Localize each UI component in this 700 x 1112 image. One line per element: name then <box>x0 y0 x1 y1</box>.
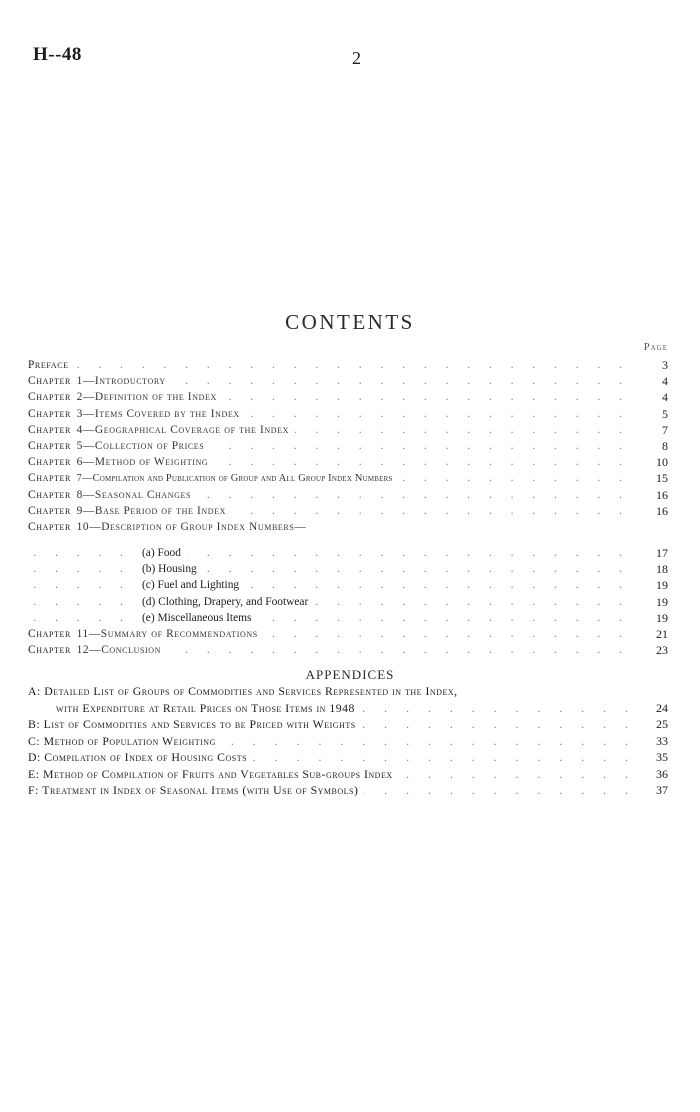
toc <box>28 342 670 658</box>
appendix-item: . . D: Compilation of Index of Housing Costs 35 <box>28 749 670 766</box>
toc-entry-label: Chapter <box>28 644 71 657</box>
appendix-page: 24 <box>650 700 668 717</box>
toc-entry-page: 23 <box>650 642 668 658</box>
appendix-item: . . E: Method of Compilation of Fruits and Vegetables Sub-groups Index 36 <box>28 766 670 783</box>
appendix-page: 37 <box>650 782 668 799</box>
toc-entry-page: 8 <box>656 438 668 454</box>
toc-entry-title: 10—Description of Group Index Numbers— <box>76 520 307 533</box>
page-id: H--48 <box>33 44 82 65</box>
toc-subentry-title: (b) Housing <box>142 563 203 575</box>
toc-entry <box>28 642 670 658</box>
toc-entry <box>28 373 670 389</box>
toc-entry-label: Chapter <box>28 423 71 436</box>
toc-entry-label: Chapter <box>28 504 71 517</box>
appendix-item: . . B: List of Commodities and Services to be Priced with Weights 25 <box>28 716 670 733</box>
toc-entry <box>28 422 670 438</box>
toc-entry-title: 4—Geographical Coverage of the Index <box>76 423 289 436</box>
toc-entry-label: Chapter <box>28 456 71 469</box>
toc-entry-title: 12—Conclusion <box>76 644 162 657</box>
appendix-title: Method of Compilation of Fruits and Vegetables Sub-groups Index <box>42 766 393 781</box>
toc-entry-title: 3—Items Covered by the Index <box>76 407 240 420</box>
toc-entry-title: 6—Method of Weighting <box>76 456 209 469</box>
appendices-list <box>28 683 670 799</box>
toc-entry <box>28 470 670 486</box>
appendix-item-continuation <box>28 700 670 717</box>
toc-entry-label: Chapter <box>28 407 71 420</box>
toc-subentry-title: (a) Food <box>142 547 187 559</box>
toc-entry-label: Preface <box>28 359 69 371</box>
toc-entry-page: 10 <box>650 454 668 470</box>
toc-entry-title: 1—Introductory <box>76 375 166 388</box>
appendix-letter: B <box>28 717 37 731</box>
toc-entry-page: 21 <box>650 626 668 642</box>
toc-entry-title: 11—Summary of Recommendations <box>76 628 258 640</box>
toc-entry-label: Chapter <box>28 628 71 640</box>
toc-entry <box>28 357 670 373</box>
toc-entry-title: 9—Base Period of the Index <box>76 504 226 517</box>
toc-entry <box>28 626 670 642</box>
appendix-letter: C <box>28 733 37 748</box>
toc-entry <box>28 438 670 454</box>
toc-entry <box>28 487 670 503</box>
toc-entry-label: Chapter <box>28 375 71 388</box>
toc-subentry-title: (e) Miscellaneous Items <box>142 612 257 624</box>
appendix-page: 25 <box>650 716 668 733</box>
toc-subentry <box>28 561 670 577</box>
appendix-item: . . F: Treatment in Index of Seasonal Items (with Use of Symbols) 37 <box>28 782 670 799</box>
toc-entry <box>28 519 670 535</box>
toc-entry <box>28 389 670 405</box>
toc-entry-page: 4 <box>656 373 668 389</box>
toc-entry <box>28 503 670 519</box>
toc-header <box>28 342 670 357</box>
toc-subentry-title: (d) Clothing, Drapery, and Footwear <box>142 596 314 608</box>
appendix-page: 33 <box>650 733 668 750</box>
toc-entry <box>28 454 670 470</box>
toc-entry-title: 5—Collection of Prices <box>76 439 205 452</box>
appendix-letter: F <box>28 783 36 797</box>
appendix-title: List of Commodities and Services to be Priced with Weights <box>43 717 356 731</box>
appendix-title: Compilation of Index of Housing Costs <box>44 750 248 764</box>
appendices-title: APPENDICES <box>305 667 395 682</box>
toc-entry-page: 16 <box>650 503 668 519</box>
toc-entry-title: 8—Seasonal Changes <box>76 488 192 501</box>
toc-entry-title: 7—Compilation and Publication of Group and All Group Index Numbers <box>76 473 393 485</box>
toc-entry-page: 5 <box>656 406 668 422</box>
toc-entry-title: 2—Definition of the Index <box>76 391 217 404</box>
appendix-title: Method of Population Weighting <box>43 733 216 748</box>
toc-subentry-page: 19 <box>650 594 668 610</box>
toc-subentry-page: 19 <box>650 610 668 626</box>
toc-entry-page: 3 <box>656 357 668 373</box>
toc-subentry-title: (c) Fuel and Lighting <box>142 579 245 591</box>
toc-subentry-page: 18 <box>650 561 668 577</box>
toc-entry-label: Chapter <box>28 391 71 404</box>
appendix-title: Treatment in Index of Seasonal Items (with Use of Symbols) <box>42 783 359 797</box>
toc-entry-page: 4 <box>656 389 668 405</box>
appendix-page: 36 <box>650 766 668 783</box>
toc-entry-label: Chapter <box>28 488 71 501</box>
toc-entry-label: Chapter <box>28 520 71 533</box>
page-column-label: Page <box>643 342 668 353</box>
page-number: 2 <box>352 48 361 68</box>
toc-subentry <box>28 577 670 593</box>
toc-subentry-page: 17 <box>650 545 668 561</box>
appendix-title: Detailed List of Groups of Commodities and Services Represented in the Index, <box>44 684 458 698</box>
toc-entry-label: Chapter <box>28 439 71 452</box>
appendix-title-continued: with Expenditure at Retail Prices on Those Items in 1948 <box>28 701 361 715</box>
toc-subentry <box>28 594 670 610</box>
toc-entry-page: 15 <box>650 470 668 486</box>
appendix-letter: D <box>28 750 38 764</box>
toc-entry-page: 16 <box>650 487 668 503</box>
appendix-item: A: Detailed List of Groups of Commodities and Services Represented in the Index, <box>28 683 670 700</box>
toc-entry-label: Chapter <box>28 472 71 485</box>
appendix-letter: E <box>28 766 36 781</box>
toc-entry <box>28 406 670 422</box>
appendix-letter: A <box>28 684 38 698</box>
toc-subentry <box>28 610 670 626</box>
toc-entry-page: 7 <box>656 422 668 438</box>
appendix-page: 35 <box>650 749 668 766</box>
appendix-item: . . C: Method of Population Weighting 33 <box>28 733 670 750</box>
contents-title: CONTENTS <box>285 310 415 334</box>
toc-subentry <box>28 545 670 561</box>
toc-subentry-page: 19 <box>650 577 668 593</box>
